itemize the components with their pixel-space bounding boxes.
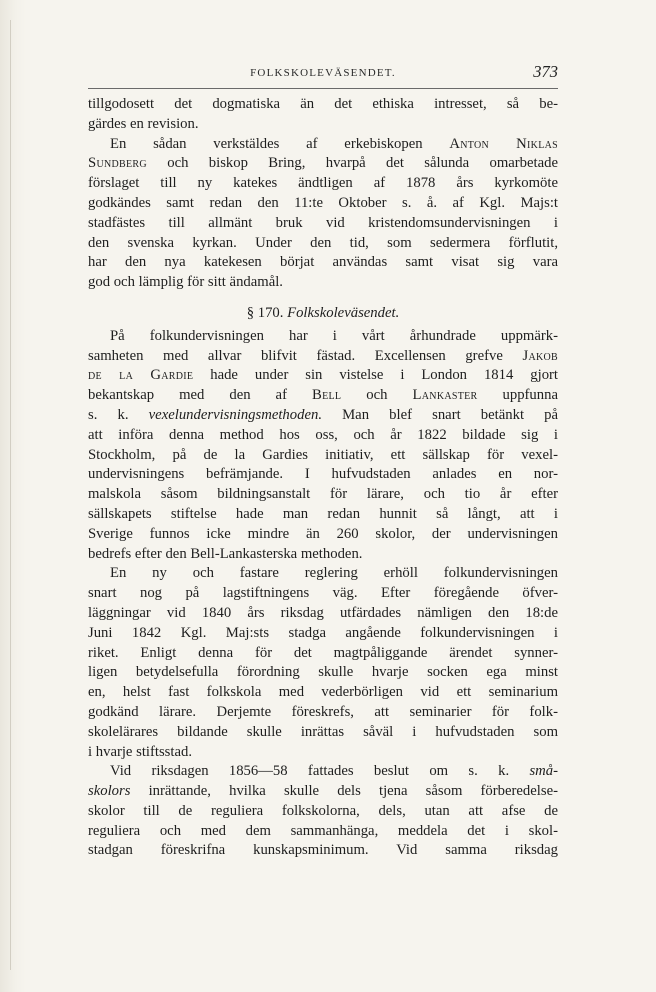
text-span: bekantskap med den af (88, 387, 312, 404)
text-line (88, 762, 558, 782)
person-name: Jakob (522, 347, 558, 364)
text-span: uppfunna (477, 387, 558, 404)
page-number: 373 (533, 62, 558, 81)
text-line: snart nog på lagstiftningens väg. Efter föregående öfver- (88, 585, 558, 602)
text-line: stadfästes till allmänt bruk vid kristendomsundervisningen i (88, 214, 558, 231)
person-name: Anton Niklas (449, 135, 558, 152)
text-line: tillgodosett det dogmatiska än det ethiska intresset, så be- (88, 96, 558, 112)
person-name: de la Gardie (88, 367, 194, 384)
person-name: Sundberg (88, 155, 147, 172)
text-line (88, 406, 558, 426)
italic-term: små- (529, 763, 558, 780)
paragraph-1 (88, 95, 558, 135)
text-line: sällskapets stiftelse hade man redan hunnit så långt, att i (88, 505, 558, 522)
gutter-shadow-line (10, 20, 11, 970)
text-line: godkänd lärare. Derjemte föreskrefs, att seminarier för folk- (88, 703, 558, 720)
person-name: Lankaster (412, 387, 478, 404)
text-line (88, 347, 558, 367)
running-title: FOLKSKOLEVÄSENDET. (250, 67, 396, 79)
text-line: i hvarje stiftsstad. (88, 743, 193, 760)
text-line: Stockholm, på de la Gardies initiativ, ett sällskap för vexel- (88, 446, 558, 463)
text-line: Juni 1842 Kgl. Maj:sts stadga angående folkundervisningen i (88, 624, 558, 641)
section-heading (88, 304, 558, 324)
text-line: skolelärares bildande skulle inrättas såväl i hufvudstaden som (88, 723, 558, 740)
text-span: Man blef snart betänkt på (322, 406, 559, 423)
paragraph-4 (88, 564, 558, 762)
text-line: gärdes en revision. (88, 115, 199, 132)
section-number: § 170. (246, 304, 288, 321)
text-line (88, 782, 558, 802)
text-line: god och lämplig för sitt ändamål. (88, 274, 283, 291)
text-span: samheten med allvar blifvit fästad. Excellensen grefve (88, 347, 523, 364)
text-line: undervisningens befrämjande. I hufvudstaden anlades en nor- (88, 466, 558, 483)
text-line: den svenska kyrkan. Under den tid, som sedermera förflutit, (88, 234, 558, 251)
header-rule (88, 88, 558, 89)
text-line: att införa denna method hos oss, och år 1822 bildade sig i (88, 426, 558, 443)
page-header (88, 62, 558, 86)
text-line: har den nya katekesen börjat användas samt visat sig vara (88, 254, 558, 271)
text-line: godkändes samt redan den 11:te Oktober s. å. af Kgl. Majs:t (88, 194, 558, 211)
text-line: reguliera och med dem sammanhänga, meddela det i skol- (88, 822, 558, 839)
text-span: En sådan verkstäldes af erkebiskopen (110, 135, 450, 152)
text-span: inrättande, hvilka skulle dels tjena såsom förberedelse- (130, 783, 558, 800)
text-span: Vid riksdagen 1856—58 fattades beslut om s. k. (110, 763, 530, 780)
paragraph-5 (88, 762, 558, 861)
text-span: och (341, 387, 413, 404)
text-line (88, 135, 558, 155)
text-line: förslaget till ny katekes ändtligen af 1878 års kyrkomöte (88, 175, 558, 192)
body-text (88, 95, 558, 861)
text-line: På folkundervisningen har i vårt århundrade uppmärk- (110, 327, 558, 344)
italic-term: skolors (88, 783, 131, 800)
paragraph-3 (88, 327, 558, 565)
text-line: riket. Enligt denna för det magtpåliggande ärendet synner- (88, 644, 558, 661)
text-line (88, 386, 558, 406)
italic-term: vexelundervisningsmethoden. (148, 406, 322, 423)
text-line: Sverige funnos icke mindre än 260 skolor, der undervisningen (88, 525, 558, 542)
text-span: och biskop Bring, hvarpå det sålunda omarbetade (146, 155, 558, 172)
text-line: skolor till de reguliera folkskolorna, dels, utan att afse de (88, 802, 558, 819)
text-line: en, helst fast folkskola med vederbörligen vid ett seminarium (88, 684, 558, 701)
text-line: ligen betydelsefulla förordning skulle hvarje socken ega minst (88, 664, 558, 681)
text-span: s. k. (88, 406, 149, 423)
page-gutter (0, 0, 26, 992)
text-span: hade under sin vistelse i London 1814 gjort (193, 367, 559, 384)
section-title: Folkskoleväsendet. (287, 304, 400, 321)
text-line (88, 154, 558, 174)
text-line: En ny och fastare reglering erhöll folkundervisningen (110, 565, 558, 582)
text-line: läggningar vid 1840 års riksdag utfärdades nämligen den 18:de (88, 604, 558, 621)
text-line: malskola såsom bildningsanstalt för lärare, och tio år efter (88, 486, 558, 503)
text-line: stadgan föreskrifna kunskapsminimum. Vid samma riksdag (88, 842, 558, 859)
paragraph-2 (88, 135, 558, 293)
text-line (88, 366, 558, 386)
person-name: Bell (311, 387, 342, 404)
text-line: bedrefs efter den Bell-Lankasterska methoden. (88, 545, 363, 562)
